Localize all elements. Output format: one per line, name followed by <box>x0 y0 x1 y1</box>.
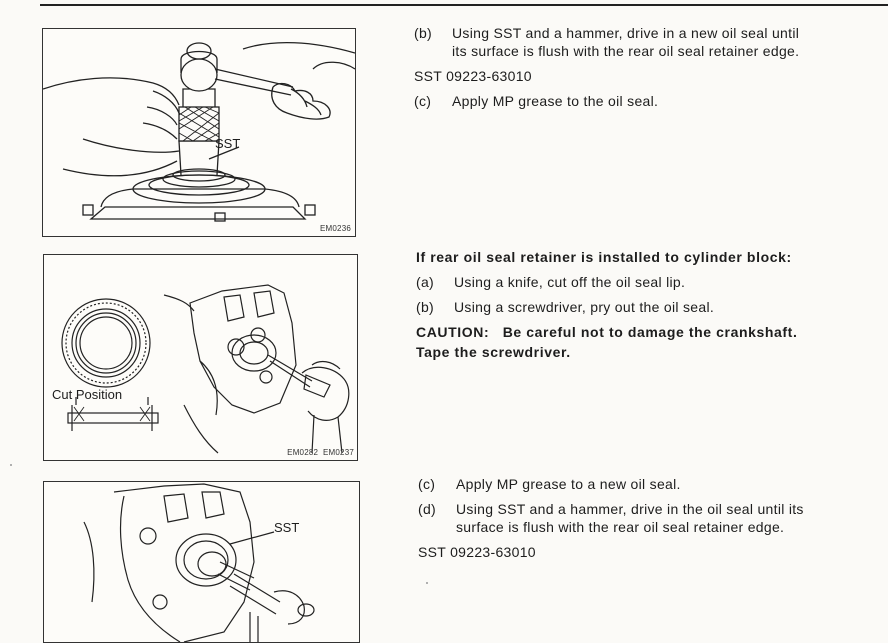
step-c <box>414 92 658 110</box>
sst-callout: SST <box>215 136 241 151</box>
step-text: Using SST and a hammer, drive in the oil seal until its <box>456 501 804 517</box>
step-label: (c) <box>418 476 436 492</box>
install-seal-illustration <box>44 482 359 642</box>
caution-line2: Tape the screwdriver. <box>416 344 571 360</box>
step-text: Apply MP grease to a new oil seal. <box>456 476 681 492</box>
step-text: Using a knife, cut off the oil seal lip. <box>454 274 686 290</box>
sst-number: SST 09223-63010 <box>414 68 532 84</box>
step-label: (d) <box>418 501 437 517</box>
step-d-line1 <box>418 500 804 518</box>
scan-speck <box>10 464 12 466</box>
figure-code: EM0282 EM0237 <box>287 448 354 457</box>
scan-speck <box>426 582 428 584</box>
step-label: (a) <box>416 274 435 290</box>
sst-callout: SST <box>274 520 300 535</box>
step-b <box>416 298 714 316</box>
step-text: Apply MP grease to the oil seal. <box>452 93 659 109</box>
step-b-line2: its surface is flush with the rear oil seal retainer edge. <box>452 43 800 59</box>
step-c <box>418 475 681 493</box>
caution-line1: CAUTION: Be careful not to damage the crankshaft. <box>416 324 798 340</box>
top-rule <box>40 4 888 6</box>
step-label: (b) <box>414 25 433 41</box>
step-d-line2: surface is flush with the rear oil seal retainer edge. <box>456 519 785 535</box>
cut-position-illustration <box>44 255 357 460</box>
figure-install-seal <box>43 481 360 643</box>
figure-code: EM0236 <box>320 224 351 233</box>
step-text: Using a screwdriver, pry out the oil seal. <box>454 299 715 315</box>
step-label: (b) <box>416 299 435 315</box>
hammer-sst-illustration <box>43 29 355 236</box>
sst-number: SST 09223-63010 <box>418 544 536 560</box>
cut-position-callout: Cut Position <box>52 387 123 402</box>
figure-hammer-sst <box>42 28 356 237</box>
figure-cut-position <box>43 254 358 461</box>
step-label: (c) <box>414 93 432 109</box>
step-b-line1 <box>414 24 799 42</box>
step-text: Using SST and a hammer, drive in a new oil seal until <box>452 25 800 41</box>
step-a <box>416 273 685 291</box>
section-heading: If rear oil seal retainer is installed to cylinder block: <box>416 249 792 265</box>
